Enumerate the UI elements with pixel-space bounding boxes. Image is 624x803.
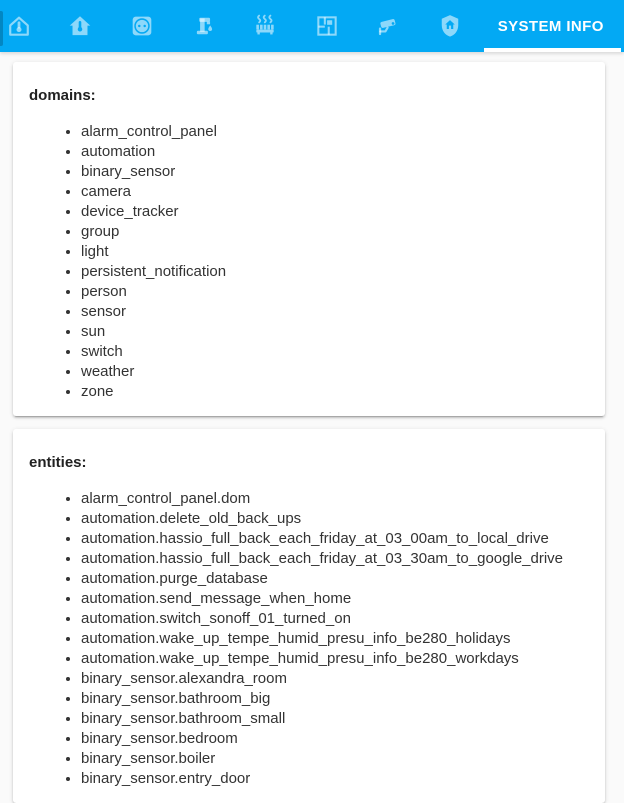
content-area (0, 52, 624, 803)
list-item: • automation.hassio_full_back_each_friday_at_03_00am_to_local_drive (81, 529, 589, 549)
card-entities (13, 429, 605, 803)
list-item: • binary_sensor.boiler (81, 749, 589, 769)
entities-card-title: entities: (29, 454, 87, 471)
tab-home-thermometer[interactable] (50, 0, 112, 52)
tab-bar (0, 0, 621, 52)
entities-list (29, 489, 589, 789)
list-item: • alarm_control_panel.dom (81, 489, 589, 509)
list-item: • automation.send_message_when_home (81, 589, 589, 609)
list-item: • light (81, 242, 589, 262)
list-item: • binary_sensor.bathroom_small (81, 709, 589, 729)
list-item: • group (81, 222, 589, 242)
list-item: • binary_sensor.bedroom (81, 729, 589, 749)
tab-system-info-label: SYSTEM INFO (497, 17, 604, 35)
domains-list (29, 122, 589, 402)
list-item: • binary_sensor.entry_door (81, 769, 589, 789)
list-item: • weather (81, 362, 589, 382)
list-item: • automation.wake_up_tempe_humid_presu_info_be280_holidays (81, 629, 589, 649)
floor-plan-icon (314, 13, 340, 39)
power-socket-icon (129, 13, 155, 39)
list-item: • binary_sensor.bathroom_big (81, 689, 589, 709)
list-item: • automation.hassio_full_back_each_friday_at_03_30am_to_google_drive (81, 549, 589, 569)
domains-card-title: domains: (29, 87, 96, 104)
list-item: • binary_sensor (81, 162, 589, 182)
home-thermometer-icon (67, 13, 93, 39)
card-domains (13, 62, 605, 416)
tab-cctv[interactable] (358, 0, 420, 52)
list-item: • persistent_notification (81, 262, 589, 282)
app-toolbar (0, 0, 624, 52)
tab-power-socket[interactable] (111, 0, 173, 52)
list-item: • camera (81, 182, 589, 202)
tab-water-pump[interactable] (173, 0, 235, 52)
tab-system-info[interactable] (481, 0, 621, 52)
tab-floor-plan[interactable] (296, 0, 358, 52)
list-item: • automation.delete_old_back_ups (81, 509, 589, 529)
list-item: • sensor (81, 302, 589, 322)
list-item: • automation.switch_sonoff_01_turned_on (81, 609, 589, 629)
shield-home-icon (437, 13, 463, 39)
list-item: • device_tracker (81, 202, 589, 222)
list-item: • zone (81, 382, 589, 402)
water-pump-icon (191, 13, 217, 39)
list-item: • switch (81, 342, 589, 362)
tab-home-thermometer-outline[interactable] (0, 0, 50, 52)
tab-radiator[interactable] (234, 0, 296, 52)
home-thermometer-outline-icon (6, 13, 32, 39)
list-item: • alarm_control_panel (81, 122, 589, 142)
list-item: • person (81, 282, 589, 302)
tab-shield-home[interactable] (419, 0, 481, 52)
list-item: • binary_sensor.alexandra_room (81, 669, 589, 689)
list-item: • automation (81, 142, 589, 162)
active-tab-indicator (484, 48, 621, 52)
list-item: • automation.purge_database (81, 569, 589, 589)
list-item: • sun (81, 322, 589, 342)
cctv-icon (375, 13, 401, 39)
radiator-icon (252, 13, 278, 39)
list-item: • automation.wake_up_tempe_humid_presu_info_be280_workdays (81, 649, 589, 669)
